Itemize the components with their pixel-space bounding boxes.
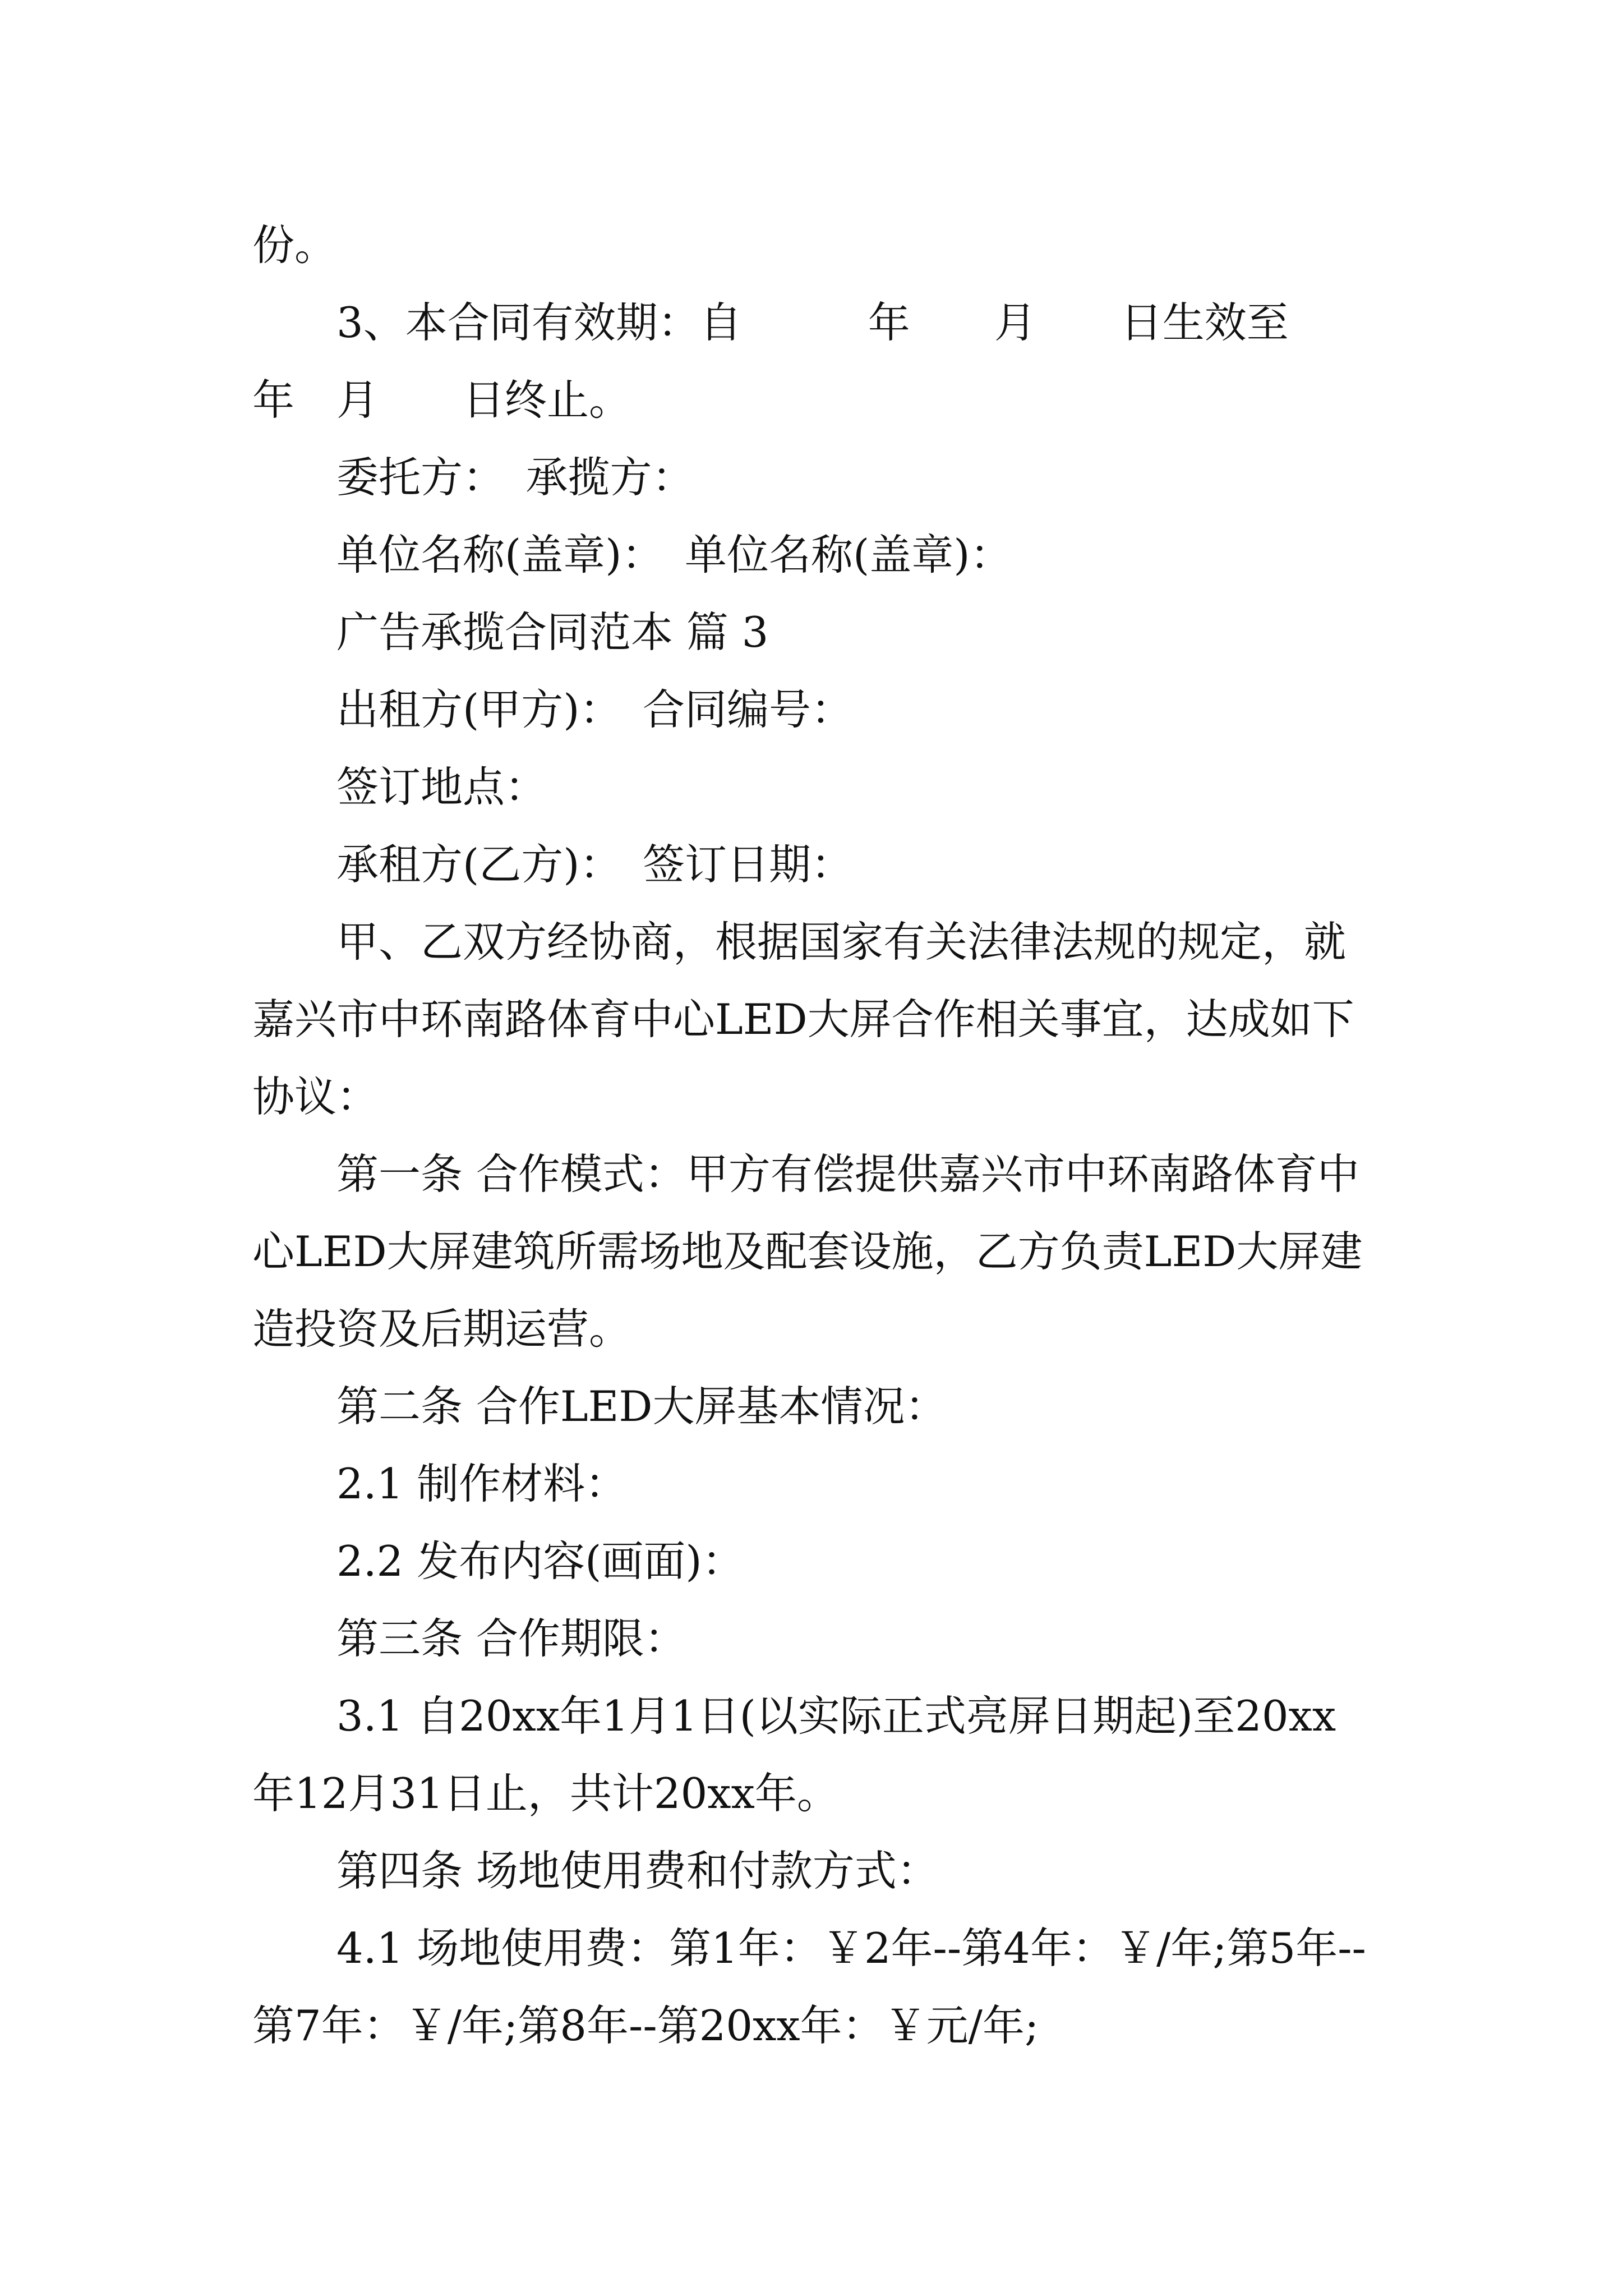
paragraph-clause-2-2: 2.2 发布内容(画面)：: [336, 1536, 744, 1586]
paragraph-preamble: 甲、乙双方经协商，根据国家有关法律法规的规定，就嘉兴市中环南路体育中心LED大屏合作相关事宜，达成如下协议：: [252, 917, 1354, 1121]
paragraph-lessor: 出租方(甲方)： 合同编号：: [336, 685, 854, 734]
paragraph-continuation: 份。: [252, 220, 337, 270]
paragraph-signing-place: 签订地点：: [336, 762, 547, 812]
paragraph-lessee: 承租方(乙方)： 签订日期：: [336, 840, 854, 889]
document-body: [252, 206, 1373, 2064]
paragraph-validity-period: 3、本合同有效期：自 年 月 日生效至 年 月 日终止。: [252, 298, 1373, 425]
paragraph-article-4: 第四条 场地使用费和付款方式：: [336, 1846, 939, 1895]
paragraph-article-3: 第三条 合作期限：: [336, 1614, 686, 1663]
paragraph-parties: 委托方： 承揽方：: [336, 453, 694, 502]
paragraph-clause-4-1: 4.1 场地使用费：第1年：￥2年--第4年：￥/年;第5年--第7年：￥/年;第8年--第20xx年：￥元/年;: [252, 1924, 1366, 2050]
paragraph-clause-2-1: 2.1 制作材料：: [336, 1459, 628, 1508]
paragraph-clause-3-1: 3.1 自20xx年1月1日(以实际正式亮屏日期起)至20xx年12月31日止，共计20xx年。: [252, 1691, 1336, 1818]
paragraph-unit-names: 单位名称(盖章)： 单位名称(盖章)：: [336, 530, 1012, 579]
section-heading: 广告承揽合同范本 篇 3: [336, 608, 769, 657]
paragraph-article-1: 第一条 合作模式：甲方有偿提供嘉兴市中环南路体育中心LED大屏建筑所需场地及配套设施，乙方负责LED大屏建造投资及后期运营。: [252, 1149, 1363, 1354]
paragraph-article-2: 第二条 合作LED大屏基本情况：: [336, 1382, 947, 1431]
